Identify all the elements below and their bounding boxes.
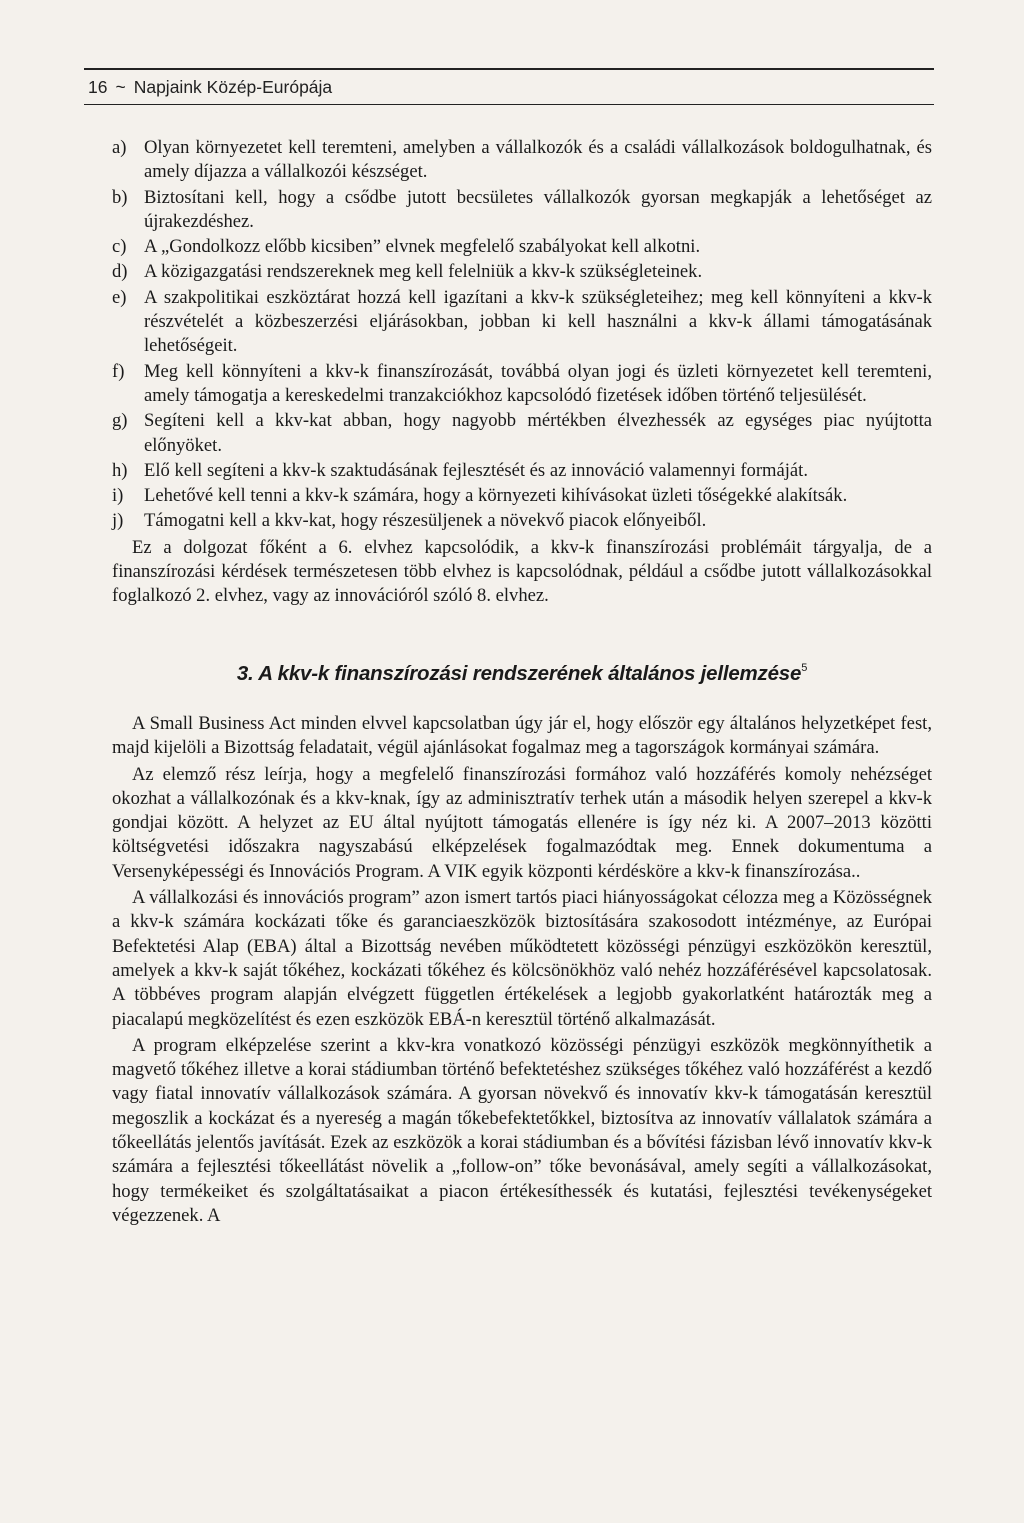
list-item — [112, 286, 932, 359]
list-text: A szakpolitikai eszköztárat hozzá kell igazítani a kkv-k szükségleteihez; meg kell könnyíteni a kkv-k részvételét a közbeszerzési eljárásokban, jobban ki kell használni a kkv-k állami támogatásának lehetőségeit. — [144, 286, 932, 357]
page-number: 16 — [88, 76, 108, 97]
list-marker: h) — [112, 459, 128, 481]
list-item — [112, 484, 932, 508]
list-item — [112, 409, 932, 458]
list-text: Elő kell segíteni a kkv-k szaktudásának fejlesztését és az innováció valamennyi formáját. — [144, 459, 808, 481]
list-marker: f) — [112, 360, 125, 382]
list-marker: b) — [112, 186, 128, 208]
list-item — [112, 136, 932, 185]
list-item — [112, 186, 932, 235]
list-marker: d) — [112, 261, 128, 283]
body-paragraph: A Small Business Act minden elvvel kapcsolatban úgy jár el, hogy először egy általános helyzetképet fest, majd kijelöli a Bizottság feladatait, végül ajánlásokat fogalmaz meg a tagországok kormányai számára. — [112, 712, 932, 759]
list-marker: c) — [112, 236, 127, 258]
body-paragraph: A program elképzelése szerint a kkv-kra vonatkozó közösségi pénzügyi eszközök megkönnyíthetik a magvető tőkéhez illetve a korai stádiumban történő befektetéshez szükséges tőkéhez való hozzáférést a kezdő vagy fiatal innovatív vállalkozások számára. A gyorsan növekvő és innovatív kkv-k támogatásán keresztül megoszlik a kockázat és a nyereség a magán tőkebefektetőkkel, biztosítva az innovatív vállalatok számára a tőkeellátás jelentős javítását. Ezek az eszközök a korai stádiumban és a bővítési fázisban lévő innovatív kkv-k számára a fejlesztési tőkeellátást növelik a „follow-on” tőke bevonásával, amely segíti a vállalkozásokat, hogy termékeiket és szolgáltatásaikat a piacon értékesíthessék és kutatási, fejlesztési tevékenységeket végezzenek. A — [112, 1034, 932, 1226]
section-heading-text: 3. A kkv-k finanszírozási rendszerének általános jellemzése — [236, 661, 802, 685]
list-item — [112, 260, 932, 284]
list-text: Segíteni kell a kkv-kat abban, hogy nagyobb mértékben élvezhessék az egységes piac nyújtotta előnyöket. — [144, 410, 932, 456]
page-content — [112, 136, 932, 1228]
footnote-mark: 5 — [801, 661, 808, 674]
list-marker: i) — [112, 485, 124, 507]
principles-list — [112, 136, 932, 534]
running-header — [84, 68, 934, 105]
list-marker: g) — [112, 410, 128, 432]
summary-paragraph: Ez a dolgozat főként a 6. elvhez kapcsolódik, a kkv-k finanszírozási problémáit tárgyalja, de a finanszírozási kérdések természetesen több elvhez is kapcsolódnak, például a csődbe jutott vállalkozásokkal foglalkozó 2. elvhez, vagy az innovációról szóló 8. elvhez. — [112, 536, 932, 607]
list-marker: e) — [112, 286, 127, 308]
list-item — [112, 459, 932, 483]
header-separator: ~ — [115, 76, 126, 97]
list-text: A „Gondolkozz előbb kicsiben” elvnek megfelelő szabályokat kell alkotni. — [144, 236, 701, 258]
list-text: Meg kell könnyíteni a kkv-k finanszírozását, továbbá olyan jogi és üzleti környezetet kell teremteni, amely támogatja a kereskedelmi tranzakciókhoz kapcsolódó fizetések időben történő teljesülését. — [144, 360, 932, 406]
list-text: Támogatni kell a kkv-kat, hogy részesüljenek a növekvő piacok előnyeiből. — [144, 510, 707, 532]
body-paragraph: Az elemző rész leírja, hogy a megfelelő finanszírozási formához való hozzáférés komoly nehézséget okozhat a vállalkozónak és a kkv-knak, így az adminisztratív terhek után a második helyen szerepel a kkv-k gondjai között. A helyzet az EU által nyújtott támogatás ellenére is így néz ki. A 2007–2013 közötti költségvetési időszakra nagyszabású elképzelések fogalmazódtak meg. Ennek dokumentuma a Versenyképességi és Innovációs Program. A VIK egyik központi kérdésköre a kkv-k finanszírozása.. — [112, 763, 932, 882]
list-text: Lehetővé kell tenni a kkv-k számára, hogy a környezeti kihívásokat üzleti tőségekké alakítsák. — [144, 485, 848, 507]
list-item — [112, 509, 932, 533]
list-marker: a) — [112, 137, 127, 158]
list-marker: j) — [112, 510, 124, 532]
running-title: Napjaink Közép-Európája — [133, 76, 333, 97]
list-text: A közigazgatási rendszereknek meg kell felelniük a kkv-k szükségleteinek. — [144, 261, 703, 283]
list-text: Biztosítani kell, hogy a csődbe jutott becsületes vállalkozók gyorsan megkapják a lehetőséget az újrakezdéshez. — [144, 186, 932, 232]
body-paragraph: A vállalkozási és innovációs program” azon ismert tartós piaci hiányosságokat célozza meg a Közösségnek a kkv-k számára kockázati tőke és garanciaeszközök biztosítására szakosodott intézménye, az Európai Befektetési Alap (EBA) által a Bizottság nevében működtetett közösségi pénzügyi eszközökön keresztül, amelyek a kkv-k saját tőkéhez, kockázati tőkéhez és kölcsönökhöz való nehéz hozzáférésével kapcsolatosak. A többéves program alapján elvégzett független értékelések a legjobb gyakorlatként határozták meg a piacalapú megközelítést és ezen eszközök EBÁ-n keresztül történő alkalmazását. — [112, 887, 932, 1030]
list-item — [112, 235, 932, 259]
section-heading — [112, 656, 932, 686]
list-item — [112, 360, 932, 409]
section-body — [112, 712, 932, 1228]
list-text: Olyan környezetet kell teremteni, amelyben a vállalkozók és a családi vállalkozások boldogulhatnak, és amely díjazza a vállalkozói készséget. — [144, 137, 932, 183]
